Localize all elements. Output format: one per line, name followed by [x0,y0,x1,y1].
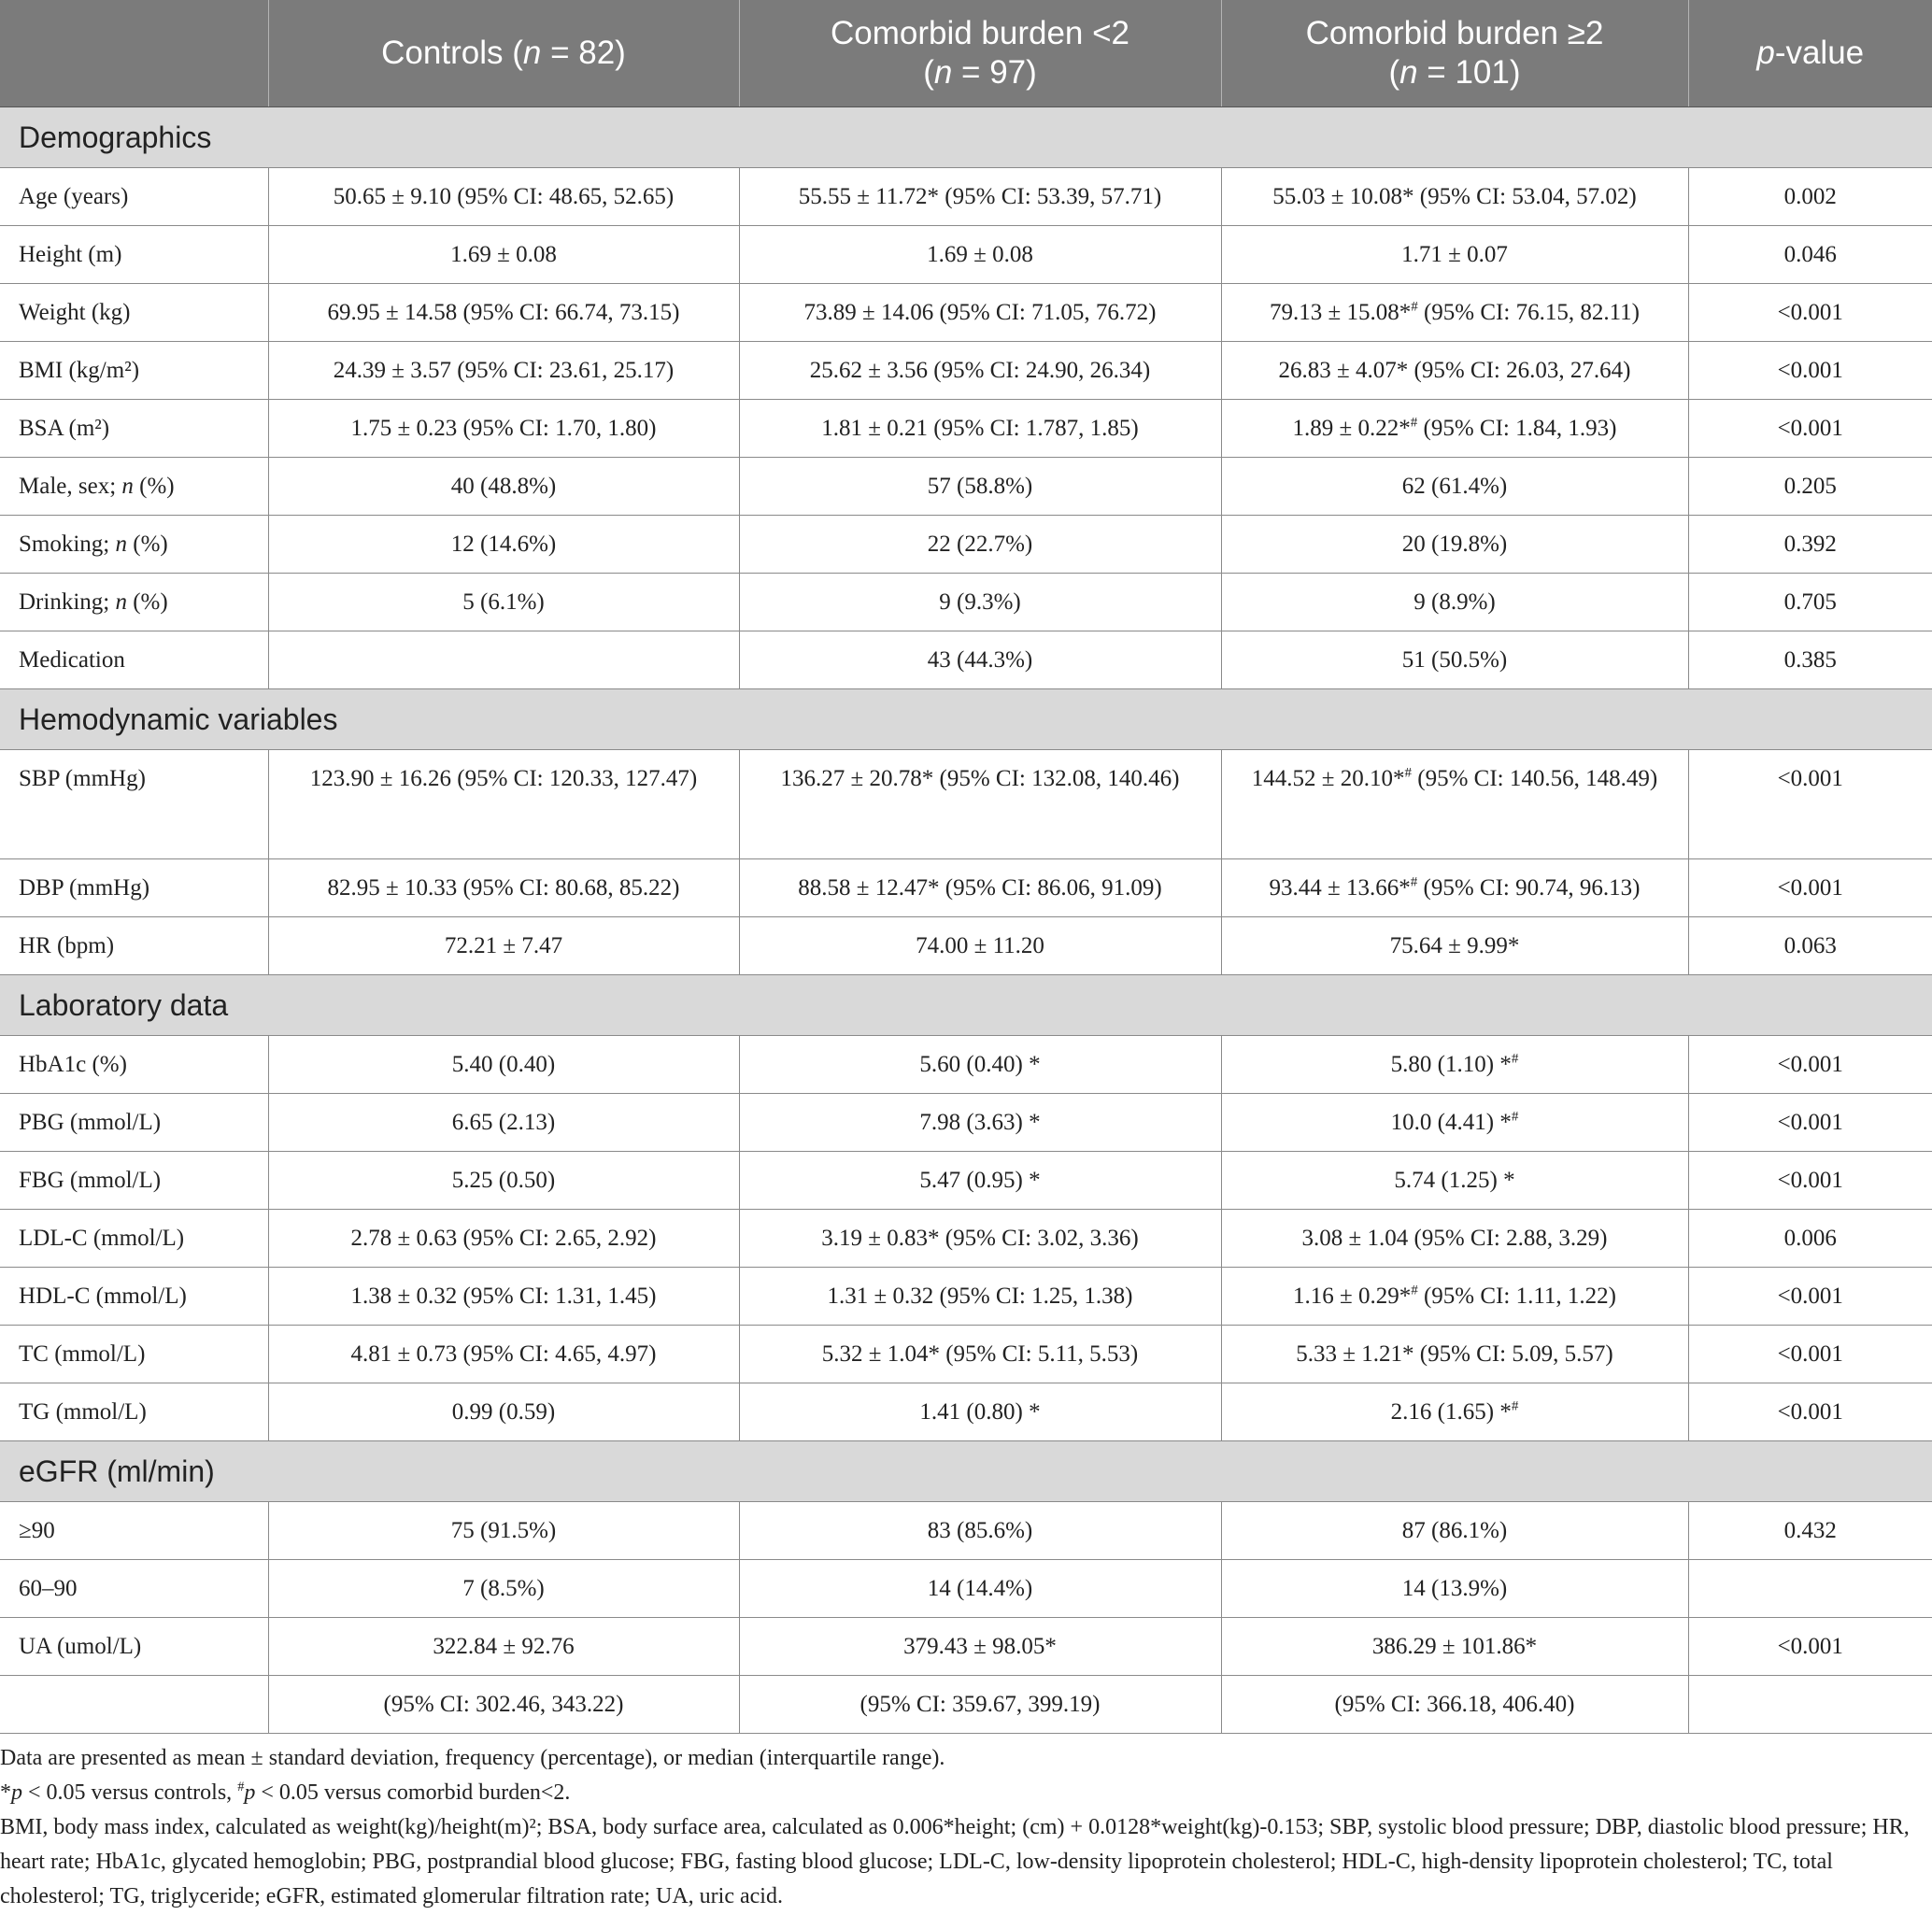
comorbid-ge2-cell: 20 (19.8%) [1221,516,1688,574]
comorbid-lt2-cell: 379.43 ± 98.05* [739,1618,1221,1676]
comorbid-ge2-cell: 386.29 ± 101.86* [1221,1618,1688,1676]
controls-cell: 5.40 (0.40) [268,1036,739,1094]
row-label: 60–90 [0,1560,268,1618]
comorbid-ge2-cell: 1.16 ± 0.29*# (95% CI: 1.11, 1.22) [1221,1268,1688,1326]
table-row [0,226,1932,284]
p-value-cell: 0.046 [1688,226,1932,284]
controls-cell [268,631,739,689]
footnote-abbreviations: BMI, body mass index, calculated as weight(kg)/height(m)²; BSA, body surface area, calculated as 0.006*height; (cm) + 0.0128*weight(kg)-0.153; SBP, systolic blood pressure; DBP, diastolic blood pressure; HR, heart rate; HbA1c, glycated hemoglobin; PBG, postprandial blood glucose; FBG, fasting blood glucose; LDL-C, low-density lipoprotein cholesterol; HDL-C, high-density lipoprotein cholesterol; TC, total cholesterol; TG, triglyceride; eGFR, estimated glomerular filtration rate; UA, uric acid. [0,1815,1910,1908]
controls-cell: 2.78 ± 0.63 (95% CI: 2.65, 2.92) [268,1210,739,1268]
comorbid-lt2-cell: 5.47 (0.95) * [739,1152,1221,1210]
header-comorbid-lt2-line1: Comorbid burden <2 [830,15,1130,51]
table-row [0,168,1932,226]
table-row [0,458,1932,516]
comorbid-lt2-cell: 1.81 ± 0.21 (95% CI: 1.787, 1.85) [739,400,1221,458]
footnote-significance: *p < 0.05 versus controls, #p < 0.05 versus comorbid burden<2. [0,1780,571,1805]
comorbid-ge2-cell: 51 (50.5%) [1221,631,1688,689]
comorbid-lt2-cell: 1.31 ± 0.32 (95% CI: 1.25, 1.38) [739,1268,1221,1326]
header-comorbid-lt2 [739,0,1221,107]
comorbid-lt2-cell: 57 (58.8%) [739,458,1221,516]
comorbid-ge2-cell: 9 (8.9%) [1221,574,1688,631]
controls-cell: 24.39 ± 3.57 (95% CI: 23.61, 25.17) [268,342,739,400]
row-label: BMI (kg/m²) [0,342,268,400]
controls-cell: 50.65 ± 9.10 (95% CI: 48.65, 52.65) [268,168,739,226]
row-label: SBP (mmHg) [0,750,268,859]
comorbid-ge2-cell: 26.83 ± 4.07* (95% CI: 26.03, 27.64) [1221,342,1688,400]
table-row [0,400,1932,458]
table-row [0,342,1932,400]
section-header-row [0,107,1932,168]
comorbid-lt2-cell: 88.58 ± 12.47* (95% CI: 86.06, 91.09) [739,859,1221,917]
comorbid-ge2-cell: 75.64 ± 9.99* [1221,917,1688,975]
table-footnotes [0,1734,1932,1914]
p-value-cell: <0.001 [1688,859,1932,917]
footnote-presentation: Data are presented as mean ± standard deviation, frequency (percentage), or median (interquartile range). [0,1746,945,1770]
comorbid-lt2-cell: (95% CI: 359.67, 399.19) [739,1676,1221,1734]
comorbid-ge2-cell: 14 (13.9%) [1221,1560,1688,1618]
table-row [0,516,1932,574]
p-value-cell: <0.001 [1688,1152,1932,1210]
p-value-cell [1688,1560,1932,1618]
comorbid-lt2-cell: 74.00 ± 11.20 [739,917,1221,975]
row-label: Medication [0,631,268,689]
controls-cell: 6.65 (2.13) [268,1094,739,1152]
header-comorbid-ge2-line2: (n = 101) [1388,54,1521,91]
controls-cell: 1.38 ± 0.32 (95% CI: 1.31, 1.45) [268,1268,739,1326]
controls-cell: 72.21 ± 7.47 [268,917,739,975]
p-value-cell: 0.392 [1688,516,1932,574]
p-value-cell: <0.001 [1688,1268,1932,1326]
p-value-cell [1688,1676,1932,1734]
p-value-cell: <0.001 [1688,400,1932,458]
table-row [0,1268,1932,1326]
table-row [0,1618,1932,1676]
row-label: FBG (mmol/L) [0,1152,268,1210]
p-value-cell: <0.001 [1688,1326,1932,1383]
controls-cell: 12 (14.6%) [268,516,739,574]
comorbid-ge2-cell: 62 (61.4%) [1221,458,1688,516]
table-row [0,750,1932,859]
comorbid-lt2-cell: 83 (85.6%) [739,1502,1221,1560]
p-value-cell: 0.432 [1688,1502,1932,1560]
row-label: Drinking; n (%) [0,574,268,631]
row-label: Age (years) [0,168,268,226]
section-header-row [0,689,1932,750]
controls-cell: 1.69 ± 0.08 [268,226,739,284]
table-row [0,1152,1932,1210]
p-value-cell: 0.006 [1688,1210,1932,1268]
comorbid-lt2-cell: 3.19 ± 0.83* (95% CI: 3.02, 3.36) [739,1210,1221,1268]
table-row [0,1036,1932,1094]
p-value-cell: 0.002 [1688,168,1932,226]
table-row [0,1383,1932,1441]
row-label: Male, sex; n (%) [0,458,268,516]
comorbid-ge2-cell: 1.71 ± 0.07 [1221,226,1688,284]
p-value-cell: 0.705 [1688,574,1932,631]
comorbid-ge2-cell: 2.16 (1.65) *# [1221,1383,1688,1441]
p-value-cell: 0.205 [1688,458,1932,516]
table-row [0,1094,1932,1152]
table-row [0,1676,1932,1734]
comorbid-lt2-cell: 22 (22.7%) [739,516,1221,574]
comorbid-lt2-cell: 5.60 (0.40) * [739,1036,1221,1094]
header-controls: Controls (n = 82) [268,0,739,107]
table-row [0,1502,1932,1560]
controls-cell: (95% CI: 302.46, 343.22) [268,1676,739,1734]
comorbid-lt2-cell: 43 (44.3%) [739,631,1221,689]
p-value-cell: <0.001 [1688,1036,1932,1094]
header-comorbid-ge2 [1221,0,1688,107]
controls-cell: 82.95 ± 10.33 (95% CI: 80.68, 85.22) [268,859,739,917]
comorbid-ge2-cell: 10.0 (4.41) *# [1221,1094,1688,1152]
controls-cell: 75 (91.5%) [268,1502,739,1560]
header-p-value: p-value [1688,0,1932,107]
controls-cell: 322.84 ± 92.76 [268,1618,739,1676]
p-value-cell: <0.001 [1688,1094,1932,1152]
comorbid-ge2-cell: 5.33 ± 1.21* (95% CI: 5.09, 5.57) [1221,1326,1688,1383]
comorbid-ge2-cell: (95% CI: 366.18, 406.40) [1221,1676,1688,1734]
comorbid-ge2-cell: 93.44 ± 13.66*# (95% CI: 90.74, 96.13) [1221,859,1688,917]
comorbid-lt2-cell: 5.32 ± 1.04* (95% CI: 5.11, 5.53) [739,1326,1221,1383]
comorbid-ge2-cell: 3.08 ± 1.04 (95% CI: 2.88, 3.29) [1221,1210,1688,1268]
row-label: Smoking; n (%) [0,516,268,574]
header-comorbid-lt2-line2: (n = 97) [923,54,1037,91]
table-header [0,0,1932,107]
comorbid-lt2-cell: 9 (9.3%) [739,574,1221,631]
controls-cell: 0.99 (0.59) [268,1383,739,1441]
row-label: PBG (mmol/L) [0,1094,268,1152]
comorbid-ge2-cell: 5.74 (1.25) * [1221,1152,1688,1210]
section-title: Hemodynamic variables [0,689,1932,750]
controls-cell: 69.95 ± 14.58 (95% CI: 66.74, 73.15) [268,284,739,342]
table-body [0,107,1932,1734]
controls-cell: 1.75 ± 0.23 (95% CI: 1.70, 1.80) [268,400,739,458]
table-row [0,859,1932,917]
p-value-cell: <0.001 [1688,1618,1932,1676]
p-value-cell: <0.001 [1688,1383,1932,1441]
row-label: Height (m) [0,226,268,284]
table-row [0,1560,1932,1618]
row-label [0,1676,268,1734]
table-row [0,1210,1932,1268]
table-row [0,631,1932,689]
row-label: LDL-C (mmol/L) [0,1210,268,1268]
controls-cell: 5.25 (0.50) [268,1152,739,1210]
comorbid-ge2-cell: 79.13 ± 15.08*# (95% CI: 76.15, 82.11) [1221,284,1688,342]
comorbid-ge2-cell: 87 (86.1%) [1221,1502,1688,1560]
comorbid-ge2-cell: 55.03 ± 10.08* (95% CI: 53.04, 57.02) [1221,168,1688,226]
p-value-cell: <0.001 [1688,284,1932,342]
comorbid-ge2-cell: 5.80 (1.10) *# [1221,1036,1688,1094]
header-blank [0,0,268,107]
p-value-cell: <0.001 [1688,750,1932,859]
comorbid-ge2-cell: 144.52 ± 20.10*# (95% CI: 140.56, 148.49) [1221,750,1688,859]
section-title: Laboratory data [0,975,1932,1036]
p-value-cell: 0.063 [1688,917,1932,975]
p-value-cell: <0.001 [1688,342,1932,400]
p-value-cell: 0.385 [1688,631,1932,689]
table-row [0,284,1932,342]
comorbid-lt2-cell: 136.27 ± 20.78* (95% CI: 132.08, 140.46) [739,750,1221,859]
section-header-row [0,1441,1932,1502]
row-label: HR (bpm) [0,917,268,975]
table-row [0,1326,1932,1383]
comorbid-lt2-cell: 73.89 ± 14.06 (95% CI: 71.05, 76.72) [739,284,1221,342]
comorbid-lt2-cell: 1.41 (0.80) * [739,1383,1221,1441]
controls-cell: 7 (8.5%) [268,1560,739,1618]
row-label: BSA (m²) [0,400,268,458]
header-comorbid-ge2-line1: Comorbid burden ≥2 [1305,15,1604,51]
section-title: Demographics [0,107,1932,168]
row-label: ≥90 [0,1502,268,1560]
comorbid-lt2-cell: 25.62 ± 3.56 (95% CI: 24.90, 26.34) [739,342,1221,400]
section-header-row [0,975,1932,1036]
controls-cell: 5 (6.1%) [268,574,739,631]
row-label: Weight (kg) [0,284,268,342]
row-label: TC (mmol/L) [0,1326,268,1383]
controls-cell: 123.90 ± 16.26 (95% CI: 120.33, 127.47) [268,750,739,859]
comorbid-lt2-cell: 55.55 ± 11.72* (95% CI: 53.39, 57.71) [739,168,1221,226]
comorbid-lt2-cell: 14 (14.4%) [739,1560,1221,1618]
row-label: TG (mmol/L) [0,1383,268,1441]
row-label: UA (umol/L) [0,1618,268,1676]
comorbid-ge2-cell: 1.89 ± 0.22*# (95% CI: 1.84, 1.93) [1221,400,1688,458]
row-label: HDL-C (mmol/L) [0,1268,268,1326]
table-row [0,917,1932,975]
comorbid-lt2-cell: 7.98 (3.63) * [739,1094,1221,1152]
section-title: eGFR (ml/min) [0,1441,1932,1502]
controls-cell: 4.81 ± 0.73 (95% CI: 4.65, 4.97) [268,1326,739,1383]
comorbid-lt2-cell: 1.69 ± 0.08 [739,226,1221,284]
row-label: DBP (mmHg) [0,859,268,917]
row-label: HbA1c (%) [0,1036,268,1094]
table-row [0,574,1932,631]
controls-cell: 40 (48.8%) [268,458,739,516]
